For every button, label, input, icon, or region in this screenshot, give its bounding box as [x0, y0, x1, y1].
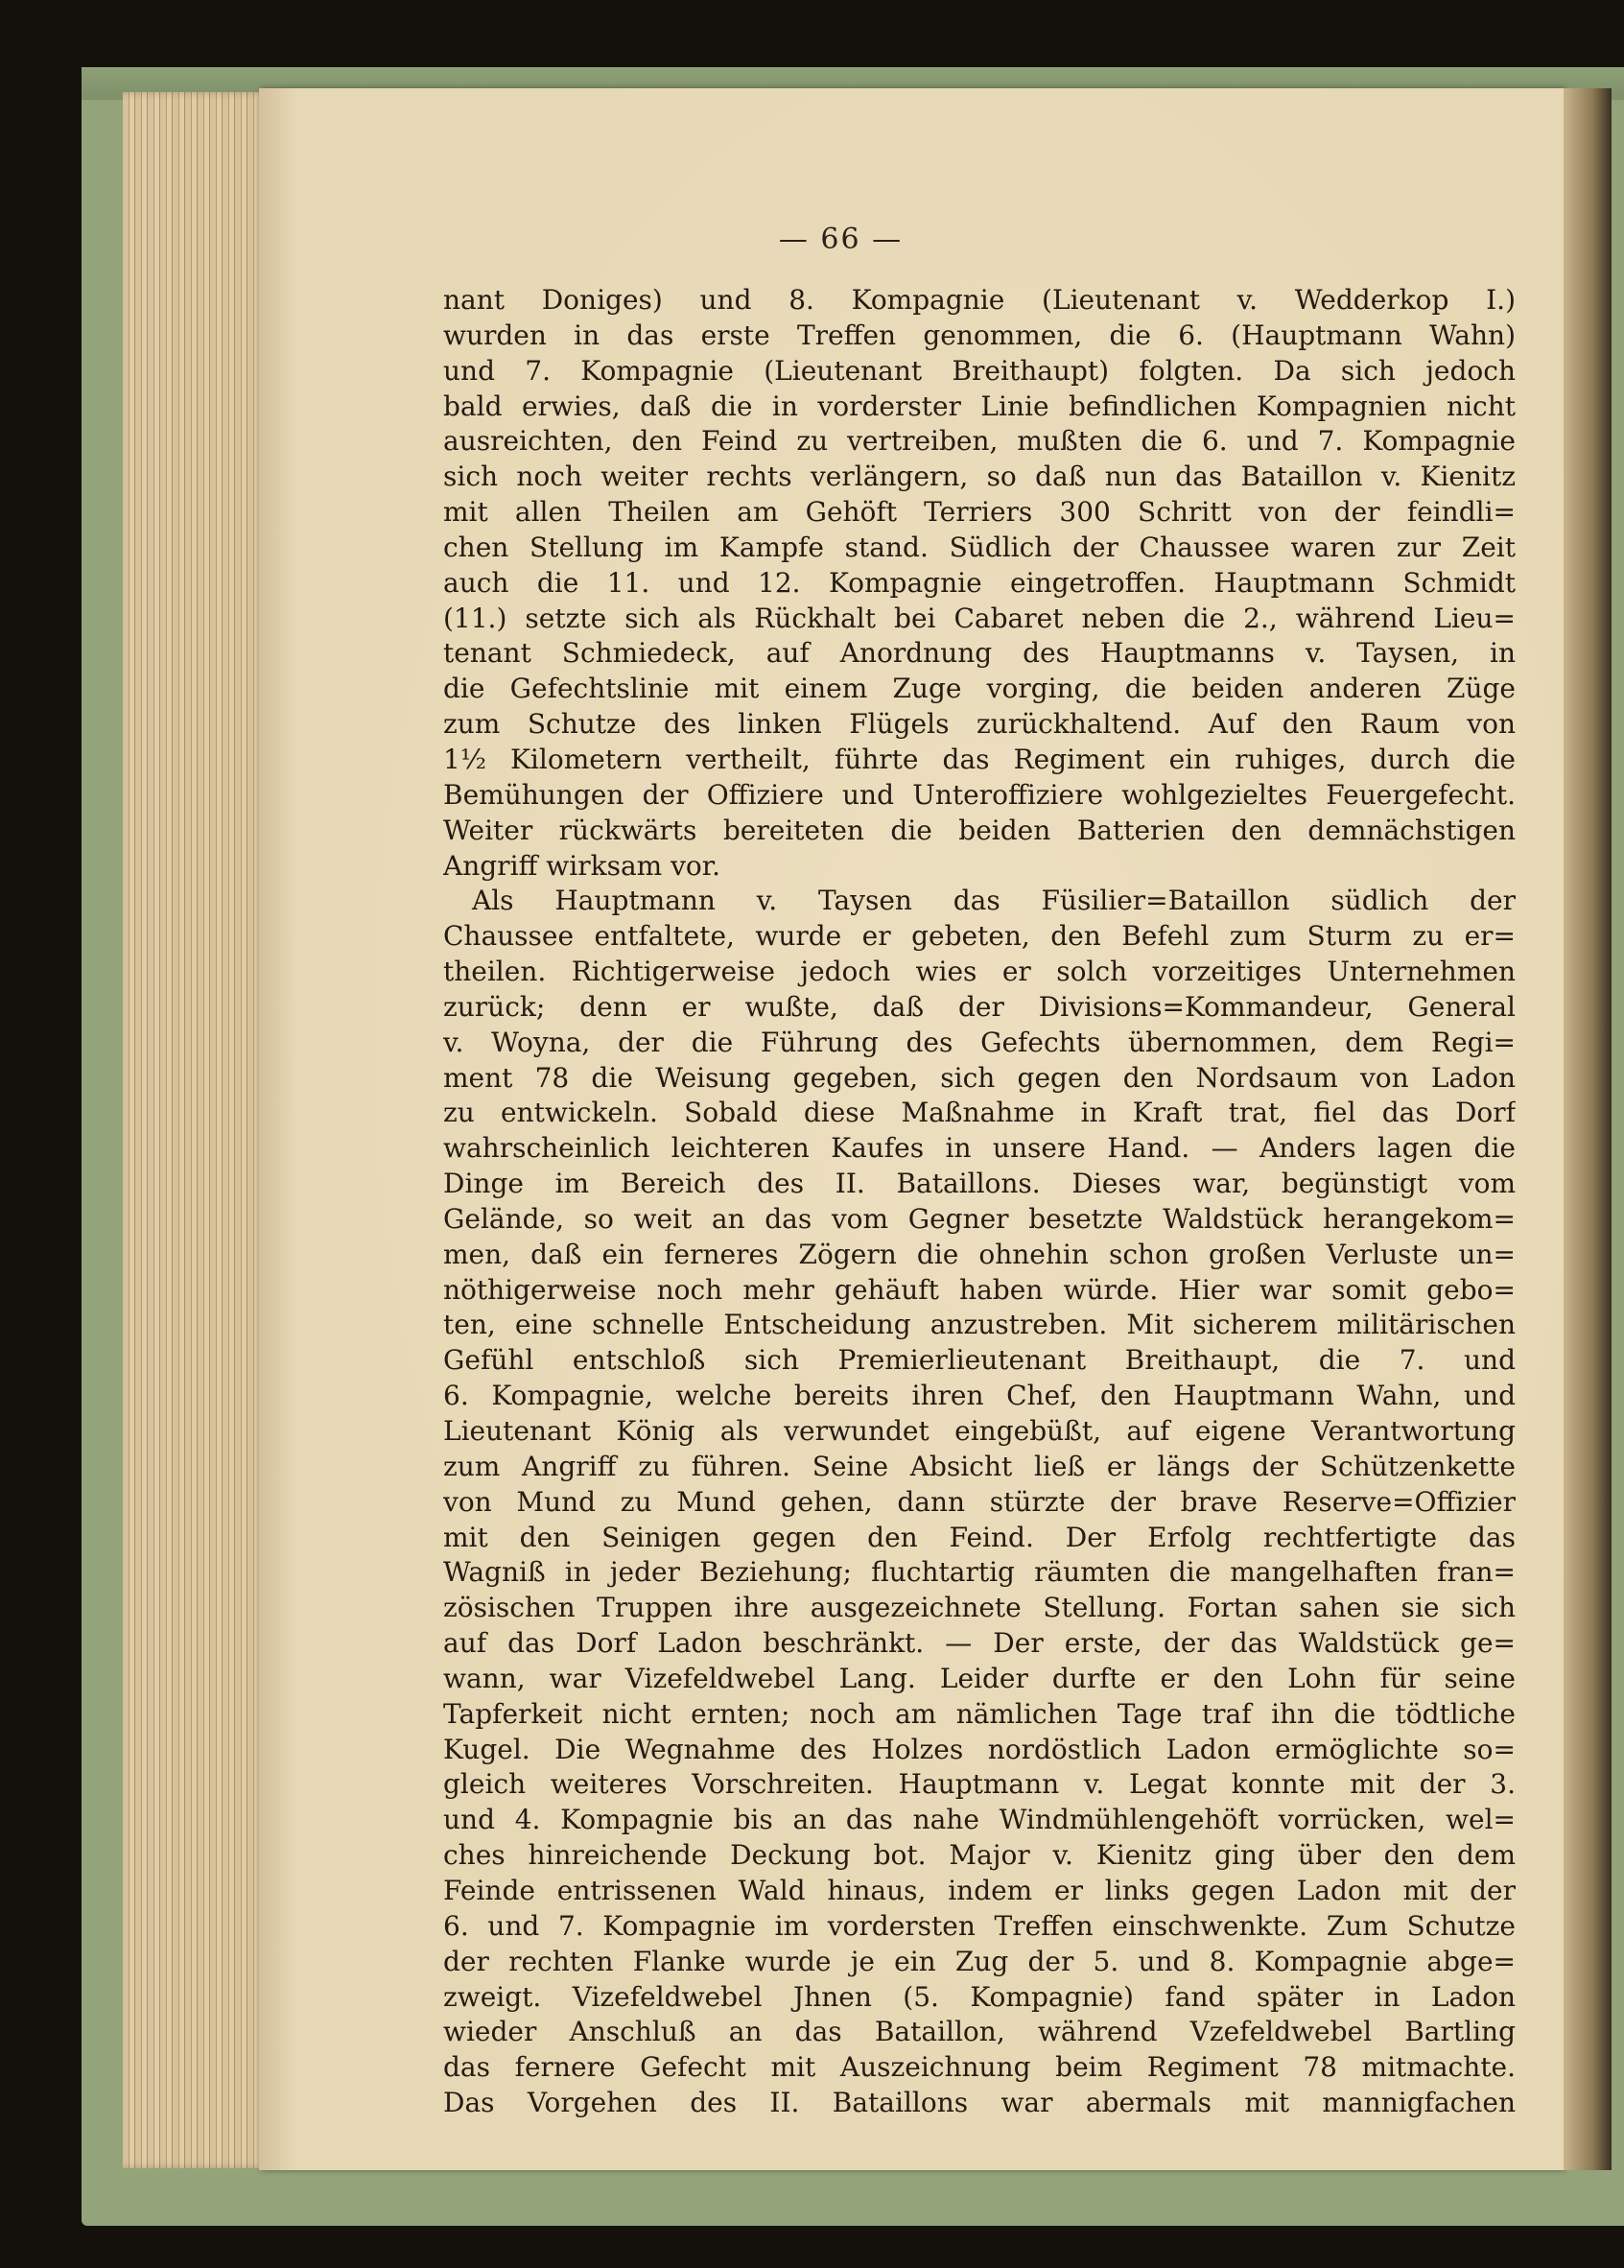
text-line: bald erwies, daß die in vorderster Linie befindlichen Kompagnien nicht [443, 390, 1516, 422]
text-line: Tapferkeit nicht ernten; noch am nämlichen Tage traf ihn die tödtliche [443, 1697, 1516, 1730]
page-edges [123, 92, 267, 2168]
text-line: wurden in das erste Treffen genommen, die 6. (Hauptmann Wahn) [443, 319, 1516, 351]
text-line: ches hinreichende Deckung bot. Major v. Kienitz ging über den dem [443, 1839, 1516, 1872]
body-text [443, 283, 1516, 2121]
text-line: v. Woyna, der die Führung des Gefechts übernommen, dem Regi= [443, 1026, 1516, 1058]
text-line: Lieutenant König als verwundet eingebüßt, auf eigene Verantwortung [443, 1415, 1516, 1447]
text-line: Angriff wirksam vor. [443, 849, 720, 882]
text-line: auch die 11. und 12. Kompagnie eingetroffen. Hauptmann Schmidt [443, 566, 1516, 599]
text-line: ten, eine schnelle Entscheidung anzustreben. Mit sicherem militärischen [443, 1309, 1516, 1341]
text-line: 6. und 7. Kompagnie im vordersten Treffen einschwenkte. Zum Schutze [443, 1909, 1516, 1942]
text-line: die Gefechtslinie mit einem Zuge vorging, die beiden anderen Züge [443, 673, 1516, 705]
text-line: 6. Kompagnie, welche bereits ihren Chef, den Hauptmann Wahn, und [443, 1380, 1516, 1412]
text-line: wann, war Vizefeldwebel Lang. Leider durfte er den Lohn für seine [443, 1662, 1516, 1694]
text-line: Weiter rückwärts bereiteten die beiden Batterien den demnächstigen [443, 814, 1516, 846]
text-line: auf das Dorf Ladon beschränkt. — Der erste, der das Waldstück ge= [443, 1627, 1516, 1660]
text-line: zösischen Truppen ihre ausgezeichnete Stellung. Fortan sahen sie sich [443, 1592, 1516, 1624]
text-line: zum Angriff zu führen. Seine Absicht ließ er längs der Schützenkette [443, 1450, 1516, 1482]
text-line: nöthigerweise noch mehr gehäuft haben würde. Hier war somit gebo= [443, 1273, 1516, 1306]
text-line: zurück; denn er wußte, daß der Divisions=Kommandeur, General [443, 990, 1516, 1023]
page-number: — 66 — [778, 223, 904, 256]
text-line: Kugel. Die Wegnahme des Holzes nordöstlich Ladon ermöglichte so= [443, 1733, 1516, 1765]
text-line: theilen. Richtigerweise jedoch wies er solch vorzeitiges Unternehmen [443, 956, 1516, 988]
text-line: nant Doniges) und 8. Kompagnie (Lieutenant v. Wedderkop I.) [443, 284, 1516, 316]
text-line: Gefühl entschloß sich Premierlieutenant Breithaupt, die 7. und [443, 1344, 1516, 1377]
text-line: (11.) setzte sich als Rückhalt bei Cabaret neben die 2., während Lieu= [443, 602, 1516, 634]
text-line: und 4. Kompagnie bis an das nahe Windmühlengehöft vorrücken, wel= [443, 1804, 1516, 1836]
text-line: mit den Seinigen gegen den Feind. Der Erfolg rechtfertigte das [443, 1521, 1516, 1553]
text-line: Gelände, so weit an das vom Gegner besetzte Waldstück herangekom= [443, 1202, 1516, 1235]
text-line: von Mund zu Mund gehen, dann stürzte der brave Reserve=Offizier [443, 1485, 1516, 1518]
text-line: tenant Schmiedeck, auf Anordnung des Hauptmanns v. Taysen, in [443, 637, 1516, 670]
text-line: zweigt. Vizefeldwebel Jhnen (5. Kompagnie) fand später in Ladon [443, 1980, 1516, 2013]
text-line: Wagniß in jeder Beziehung; fluchtartig räumten die mangelhaften fran= [443, 1556, 1516, 1589]
text-line: ausreichten, den Feind zu vertreiben, mußten die 6. und 7. Kompagnie [443, 425, 1516, 458]
text-line: sich noch weiter rechts verlängern, so daß nun das Bataillon v. Kienitz [443, 461, 1516, 493]
text-line: Feinde entrissenen Wald hinaus, indem er links gegen Ladon mit der [443, 1874, 1516, 1906]
text-line: Als Hauptmann v. Taysen das Füsilier=Bataillon südlich der [472, 885, 1516, 917]
text-line: Bemühungen der Offiziere und Unteroffiziere wohlgezieltes Feuergefecht. [443, 778, 1516, 811]
text-line: men, daß ein ferneres Zögern die ohnehin schon großen Verluste un= [443, 1238, 1516, 1270]
text-line: gleich weiteres Vorschreiten. Hauptmann v. Legat konnte mit der 3. [443, 1768, 1516, 1801]
text-line: zum Schutze des linken Flügels zurückhaltend. Auf den Raum von [443, 708, 1516, 741]
text-line: zu entwickeln. Sobald diese Maßnahme in Kraft trat, fiel das Dorf [443, 1097, 1516, 1129]
text-line: wahrscheinlich leichteren Kaufes in unsere Hand. — Anders lagen die [443, 1132, 1516, 1165]
text-line: das fernere Gefecht mit Auszeichnung beim Regiment 78 mitmachte. [443, 2051, 1516, 2084]
text-line: Chaussee entfaltete, wurde er gebeten, den Befehl zum Sturm zu er= [443, 920, 1516, 953]
page-fold [1564, 88, 1612, 2170]
text-line: ment 78 die Weisung gegeben, sich gegen den Nordsaum von Ladon [443, 1061, 1516, 1094]
text-line: mit allen Theilen am Gehöft Terriers 300 Schritt von der feindli= [443, 496, 1516, 529]
text-line: Dinge im Bereich des II. Bataillons. Dieses war, begünstigt vom [443, 1168, 1516, 1200]
text-line: der rechten Flanke wurde je ein Zug der 5. und 8. Kompagnie abge= [443, 1945, 1516, 1977]
text-line: wieder Anschluß an das Bataillon, während Vzefeldwebel Bartling [443, 2016, 1516, 2048]
text-line: chen Stellung im Kampfe stand. Südlich der Chaussee waren zur Zeit [443, 531, 1516, 563]
text-line: Das Vorgehen des II. Bataillons war abermals mit mannigfachen [443, 2087, 1516, 2119]
text-line: 1½ Kilometern vertheilt, führte das Regiment ein ruhiges, durch die [443, 743, 1516, 775]
text-line: und 7. Kompagnie (Lieutenant Breithaupt) folgten. Da sich jedoch [443, 354, 1516, 387]
